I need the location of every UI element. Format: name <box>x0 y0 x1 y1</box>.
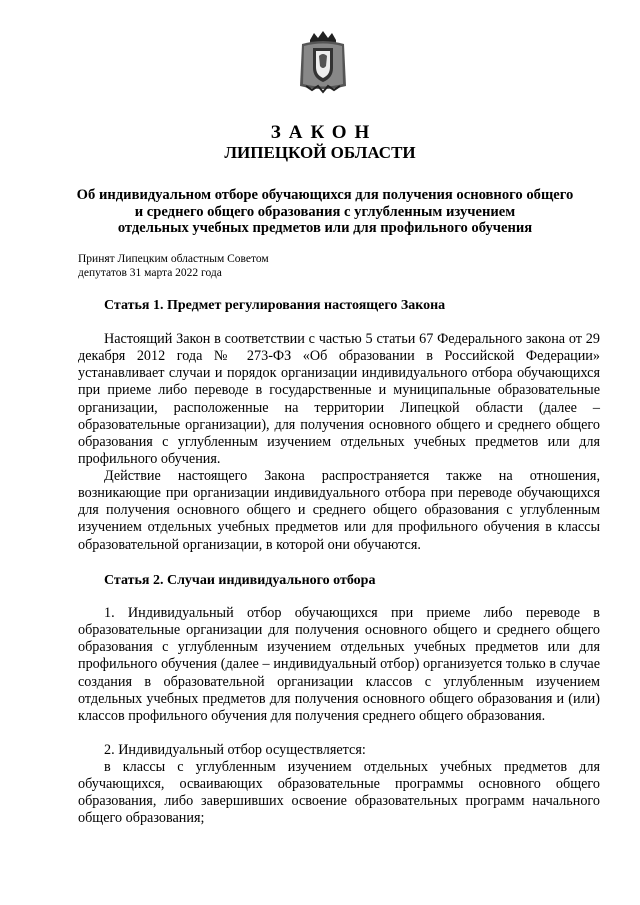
coat-of-arms-icon <box>298 30 348 94</box>
document-title-line: и среднего общего образования с углубленным изучением <box>134 203 516 220</box>
document-title-line: отдельных учебных предметов или для профильного обучения <box>117 220 533 236</box>
article-1-heading: Статья 1. Предмет регулирования настоящего Закона <box>104 298 446 313</box>
adoption-note-line: Принят Липецким областным Советом <box>78 253 269 265</box>
article-2-paragraph-1: 1. Индивидуальный отбор обучающихся при приеме либо переводе в образовательные организации для получения основного общего и среднего общего образования с углубленным изучением отдельных учебных предметов или для профильного обучения (далее – индивидуальный отбор) организуется только в случае создания в образовательной организации классов с углубленным изучением отдельных учебных предметов для получения основного общего образования и (или) классов профильного обучения для получения среднего общего образования. <box>78 605 600 724</box>
article-2-heading: Статья 2. Случаи индивидуального отбора <box>104 573 376 588</box>
article-1-paragraph-2: Действие настоящего Закона распространяется также на отношения, возникающие при организации индивидуального отбора при переводе обучающихся для получения основного общего и среднего общего образования с углубленным изучением отдельных учебных предметов или для профильного обучения в классы образовательной организации, в которой они обучаются. <box>78 468 600 553</box>
adoption-note-line: депутатов 31 марта 2022 года <box>78 267 222 279</box>
law-title: ЗАКОН <box>270 122 378 143</box>
region-title: ЛИПЕЦКОЙ ОБЛАСТИ <box>224 143 416 162</box>
adoption-note <box>78 252 269 280</box>
article-2-paragraph-2: 2. Индивидуальный отбор осуществляется: <box>104 742 366 758</box>
article-2-paragraph-3: в классы с углубленным изучением отдельных учебных предметов для обучающихся, осваивающих образовательные программы основного общего образования, либо завершивших освоение образовательных программ начального общего образования; <box>78 759 600 827</box>
document-title <box>70 187 580 237</box>
article-1-paragraph-1: Настоящий Закон в соответствии с частью 5 статьи 67 Федерального закона от 29 декабря 2012 года № 273-ФЗ «Об образовании в Российской Федерации» устанавливает случаи и порядок организации индивидуального отбора обучающихся при приеме либо переводе в государственные и муниципальные образовательные организации, расположенные на территории Липецкой области (далее – образовательные организации), для получения основного общего и среднего общего образования с углубленным изучением отдельных учебных предметов или для профильного обучения. <box>78 331 600 468</box>
document-title-line: Об индивидуальном отборе обучающихся для получения основного общего <box>76 187 574 203</box>
